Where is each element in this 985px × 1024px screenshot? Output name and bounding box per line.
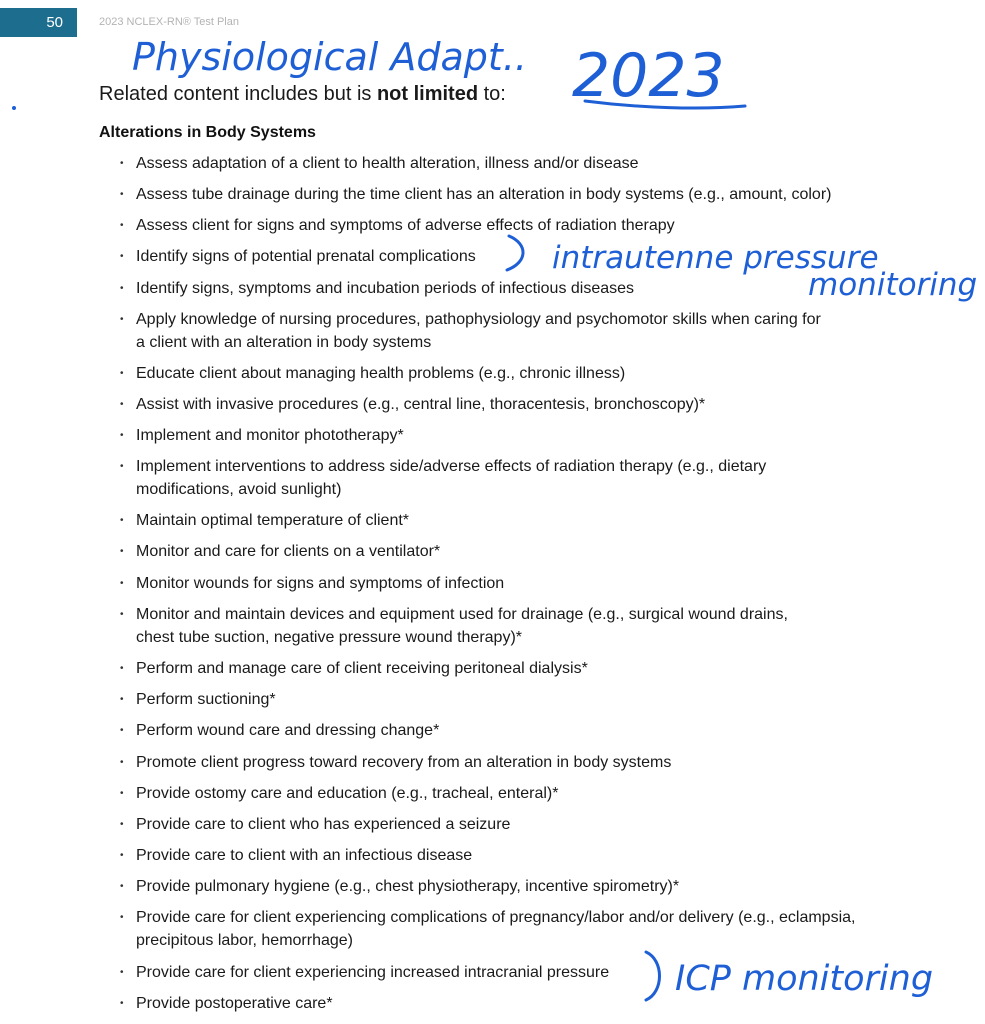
list-item-line: • Provide care to client who has experienced a seizure: [136, 816, 511, 833]
list-item: [136, 362, 936, 385]
list-item-line: • Assess tube drainage during the time client has an alteration in body systems (e.g., amount, color): [136, 186, 832, 203]
list-item-line: • Monitor and maintain devices and equipment used for drainage (e.g., surgical wound drains,: [136, 606, 788, 623]
list-item-line: • Identify signs of potential prenatal complications: [136, 248, 476, 265]
intro-suffix: to:: [478, 83, 506, 105]
page-number-badge: 50: [0, 8, 77, 37]
list-item: [136, 424, 936, 447]
list-item-line: • Perform wound care and dressing change*: [136, 722, 440, 739]
list-item: [136, 657, 936, 680]
list-item-line: a client with an alteration in body systems: [136, 334, 432, 351]
list-item: [136, 688, 936, 711]
list-item-line: • Monitor wounds for signs and symptoms of infection: [136, 575, 505, 592]
list-item: [136, 393, 936, 416]
handwritten-note-prenatal-1: intrautenne pressure: [552, 240, 879, 276]
handwritten-note-icp: ICP monitoring: [675, 959, 934, 999]
list-item-line: precipitous labor, hemorrhage): [136, 932, 354, 949]
list-item-line: • Promote client progress toward recovery from an alteration in body systems: [136, 754, 672, 771]
intro-bold: not limited: [376, 83, 479, 105]
list-item: [136, 214, 936, 237]
list-item: [136, 906, 936, 952]
list-item-line: • Assist with invasive procedures (e.g., central line, thoracentesis, bronchoscopy)*: [136, 396, 706, 413]
list-item: [136, 455, 936, 501]
ink-dot: [12, 106, 16, 110]
list-item-line: • Provide care for client experiencing complications of pregnancy/labor and/or delivery (e.g., eclampsia,: [136, 909, 856, 926]
intro-sentence: [99, 83, 506, 106]
list-item: [136, 992, 936, 1015]
list-item: [136, 875, 936, 898]
section-heading: Alterations in Body Systems: [99, 124, 316, 141]
list-item: [136, 572, 936, 595]
list-item: [136, 152, 936, 175]
list-item-line: • Educate client about managing health problems (e.g., chronic illness): [136, 365, 626, 382]
list-item-line: • Maintain optimal temperature of client*: [136, 512, 410, 529]
list-item-line: • Implement interventions to address side/adverse effects of radiation therapy (e.g., dietary: [136, 458, 767, 475]
list-item: [136, 782, 936, 805]
running-header: 2023 NCLEX-RN® Test Plan: [99, 16, 239, 28]
list-item-line: chest tube suction, negative pressure wound therapy)*: [136, 629, 523, 646]
list-item: [136, 245, 936, 268]
list-item-line: • Apply knowledge of nursing procedures, pathophysiology and psychomotor skills when caring for: [136, 311, 821, 328]
list-item-line: • Perform and manage care of client receiving peritoneal dialysis*: [136, 660, 588, 677]
list-item: [136, 603, 936, 649]
list-item-line: modifications, avoid sunlight): [136, 481, 342, 498]
list-item: [136, 844, 936, 867]
list-item-line: • Identify signs, symptoms and incubation periods of infectious diseases: [136, 280, 635, 297]
handwritten-year: 2023: [572, 41, 725, 111]
list-item: [136, 813, 936, 836]
year-underline: [585, 101, 745, 108]
list-item: [136, 719, 936, 742]
list-item-line: • Provide pulmonary hygiene (e.g., chest physiotherapy, incentive spirometry)*: [136, 878, 680, 895]
list-item-line: • Implement and monitor phototherapy*: [136, 427, 404, 444]
list-item: [136, 540, 936, 563]
list-item: [136, 308, 936, 354]
list-item: [136, 751, 936, 774]
list-item-line: • Monitor and care for clients on a ventilator*: [136, 543, 441, 560]
list-item-line: • Provide care to client with an infectious disease: [136, 847, 473, 864]
list-item-line: • Provide care for client experiencing increased intracranial pressure: [136, 964, 610, 981]
list-item-line: • Assess adaptation of a client to health alteration, illness and/or disease: [136, 155, 639, 172]
list-item: [136, 961, 936, 984]
list-item: [136, 183, 936, 206]
list-item-line: • Provide postoperative care*: [136, 995, 333, 1012]
list-item-line: • Perform suctioning*: [136, 691, 276, 708]
list-item-line: • Assess client for signs and symptoms of adverse effects of radiation therapy: [136, 217, 675, 234]
handwritten-title: Physiological Adapt..: [132, 35, 527, 79]
list-item: [136, 509, 936, 532]
list-item-line: • Provide ostomy care and education (e.g., tracheal, enteral)*: [136, 785, 559, 802]
intro-prefix: Related content includes but is: [99, 83, 377, 105]
list-item: [136, 277, 936, 300]
handwritten-note-prenatal-2: monitoring: [808, 267, 978, 303]
